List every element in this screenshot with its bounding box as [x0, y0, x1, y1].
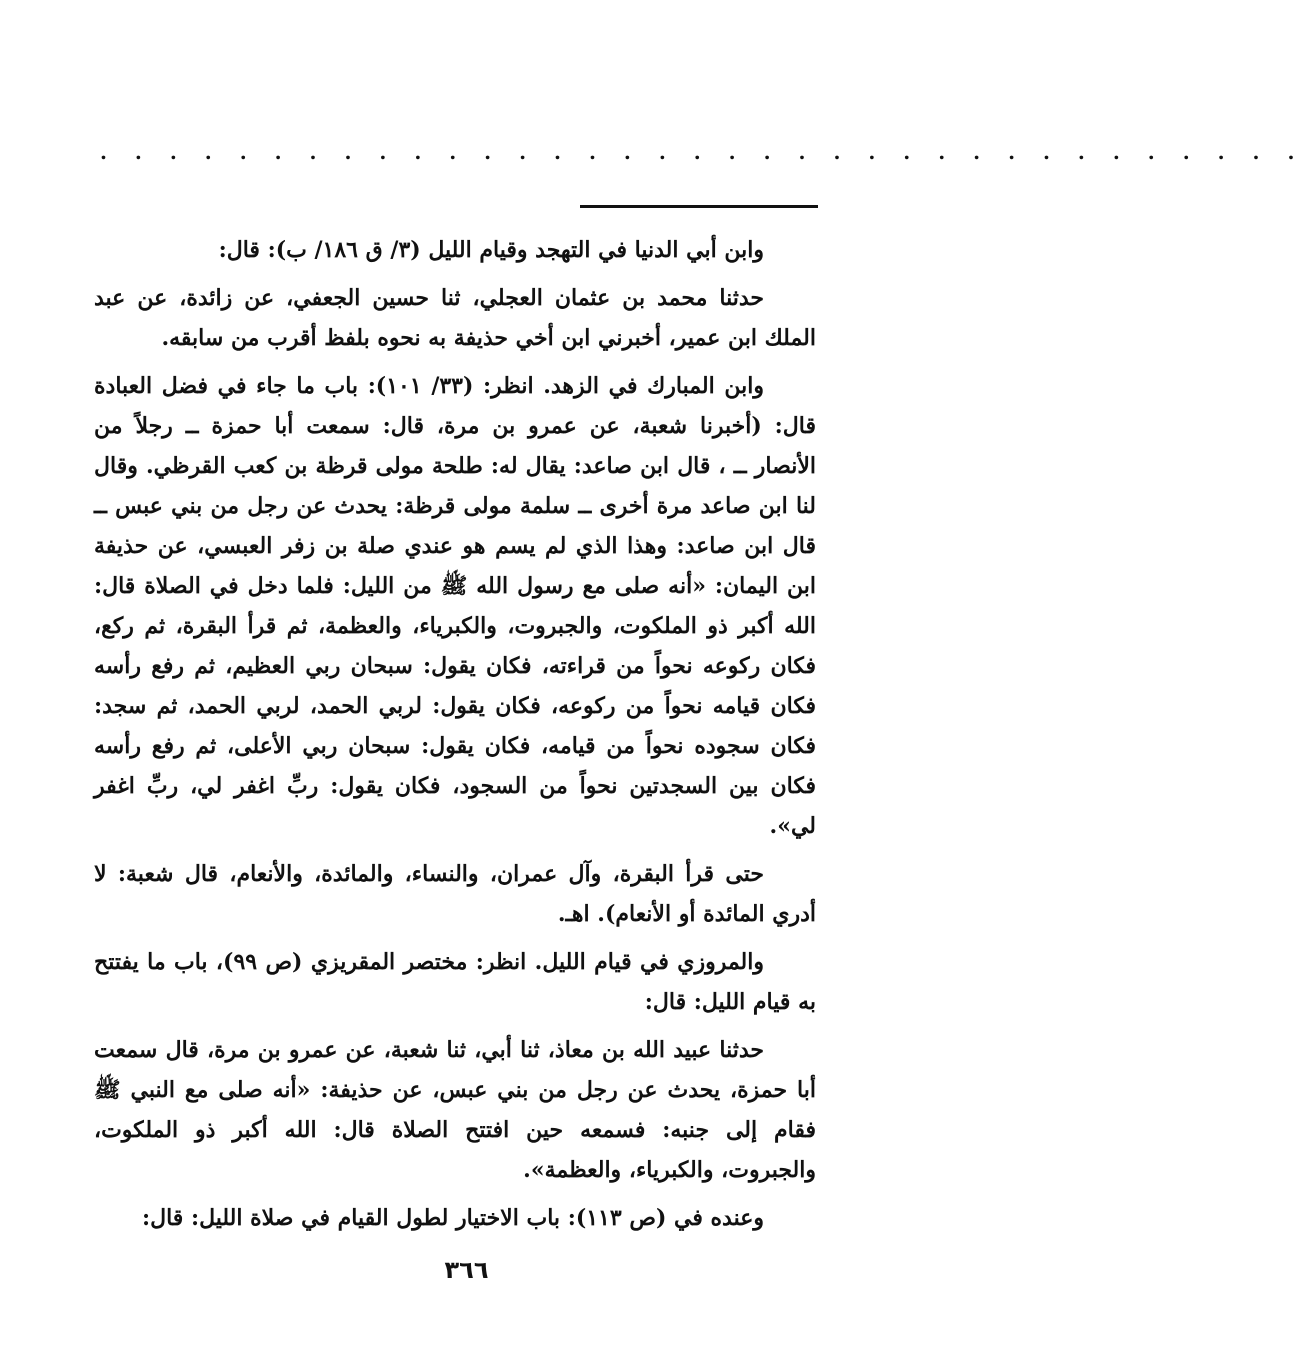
- paragraph-6: حدثنا عبيد الله بن معاذ، ثنا أبي، ثنا شعبة، عن عمرو بن مرة، قال سمعت أبا حمزة، يحدث عن رجل من بني عبس، عن حذيفة: «أنه صلى مع النبي ﷺ فقام إلى جنبه: فسمعه حين افتتح الصلاة قال: الله أكبر ذو الملكوت، والجبروت، والكبرياء، والعظمة».: [94, 1037, 817, 1183]
- paragraph-4: حتى قرأ البقرة، وآل عمران، والنساء، والمائدة، والأنعام، قال شعبة: لا أدري المائدة أو الأنعام). اهـ.: [94, 861, 816, 927]
- page-number: ٣٦٦: [444, 1256, 489, 1284]
- top-dotted-line: . . . . . . . . . . . . . . . . . . . . . . . . . . . . . . . . . . .: [100, 140, 1305, 164]
- paragraph-5: والمروزي في قيام الليل. انظر: مختصر المقريزي (ص ٩٩)، باب ما يفتتح به قيام الليل: قال:: [94, 949, 816, 1015]
- paragraph-3: وابن المبارك في الزهد. انظر: (٣٣/ ١٠١): باب ما جاء في فضل العبادة قال: (أخبرنا شعبة، عن عمرو بن مرة، قال: سمعت أبا حمزة ــ رجلاً من الأنصار ــ ، قال ابن صاعد: يقال له: طلحة مولى قرظة بن كعب القرظي. وقال لنا ابن صاعد مرة أخرى ــ سلمة مولى قرظة: يحدث عن رجل من بني عبس ــ قال ابن صاعد: وهذا الذي لم يسم هو عندي صلة بن زفر العبسي، عن حذيفة ابن اليمان: «أنه صلى مع رسول الله ﷺ من الليل: فلما دخل في الصلاة قال: الله أكبر ذو الملكوت، والجبروت، والكبرياء، والعظمة، ثم قرأ البقرة، ثم ركع، فكان ركوعه نحواً من قراءته، فكان يقول: سبحان ربي العظيم، ثم رفع رأسه فكان قيامه نحواً من ركوعه، فكان يقول: لربي الحمد، لربي الحمد، ثم سجد: فكان سجوده نحواً من قيامه، فكان يقول: سبحان ربي الأعلى، ثم رفع رأسه فكان بين السجدتين نحواً من السجود، فكان يقول: ربِّ اغفر لي، ربِّ اغفر لي».: [94, 373, 816, 839]
- paragraph-1: وابن أبي الدنيا في التهجد وقيام الليل (٣/ ق ١٨٦/ ب): قال:: [218, 237, 764, 263]
- paragraph-7: وعنده في (ص ١١٣): باب الاختيار لطول القيام في صلاة الليل: قال:: [141, 1205, 764, 1231]
- footnote-separator-rule: [580, 205, 818, 208]
- paragraph-2: حدثنا محمد بن عثمان العجلي، ثنا حسين الجعفي، عن زائدة، عن عبد الملك ابن عمير، أخبرني ابن أخي حذيفة به نحوه بلفظ أقرب من سابقه.: [94, 285, 816, 351]
- page-body-text: [94, 230, 816, 1242]
